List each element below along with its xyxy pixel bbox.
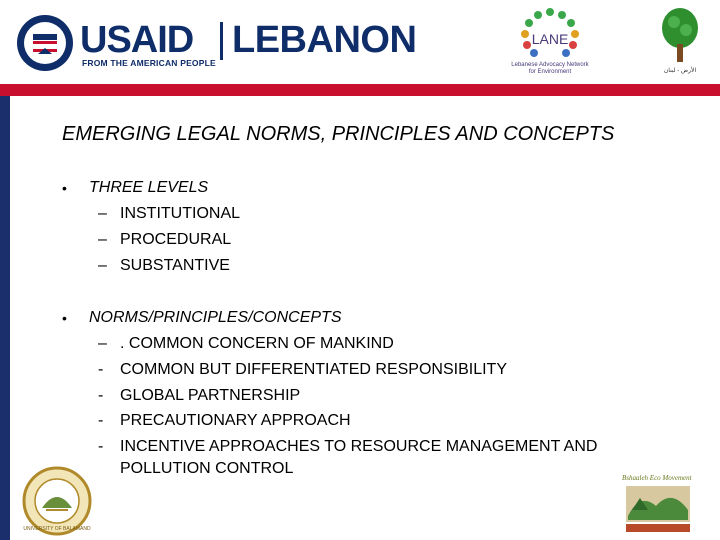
bullet-marker: • [62,180,67,196]
bullet-marker: • [62,310,67,326]
tree-logo [656,6,704,66]
slide-header [0,0,720,84]
header-red-stripe [0,84,720,96]
list-item: GLOBAL PARTNERSHIP [120,387,301,404]
tree-caption: الأرض - لبنان [663,68,697,74]
svg-text:LANE: LANE [531,31,569,47]
country-name: LEBANON [232,19,417,61]
list-item: INSTITUTIONAL [120,205,241,222]
section-heading-norms: NORMS/PRINCIPLES/CONCEPTS [89,309,342,326]
header-divider [220,22,223,60]
lane-caption: Lebanese Advocacy Network for Environment [511,62,589,75]
list-item: INCENTIVE APPROACHES TO RESOURCE MANAGEMENT AND POLLUTION CONTROL [120,438,598,477]
list-item: . COMMON CONCERN OF MANKIND [120,335,394,352]
eco-movement-logo [620,470,696,536]
slide-title: EMERGING LEGAL NORMS, PRINCIPLES AND CONCEPTS [62,123,615,145]
list-item: COMMON BUT DIFFERENTIATED RESPONSIBILITY [120,361,507,378]
list-item: PROCEDURAL [120,231,232,248]
usaid-seal-logo [16,14,74,72]
dash-marker: – [98,335,107,352]
dash-marker: – [98,257,107,274]
dash-marker: - [98,387,104,404]
eco-logo-text: Bshaaleh Eco Movement [622,474,692,482]
usaid-wordmark: USAID [80,19,194,61]
usaid-tagline: FROM THE AMERICAN PEOPLE [82,58,216,68]
dash-marker: – [98,231,107,248]
list-item: PRECAUTIONARY APPROACH [120,412,351,429]
dash-marker: - [98,361,104,378]
university-balamand-logo [22,466,92,536]
university-logo-text: UNIVERSITY OF BALAMAND [23,526,91,532]
section-heading-levels: THREE LEVELS [89,179,209,196]
dash-marker: - [98,412,104,429]
list-item: SUBSTANTIVE [120,257,230,274]
dash-marker: – [98,205,107,222]
left-accent-bar [0,96,10,540]
dash-marker: - [98,438,104,455]
